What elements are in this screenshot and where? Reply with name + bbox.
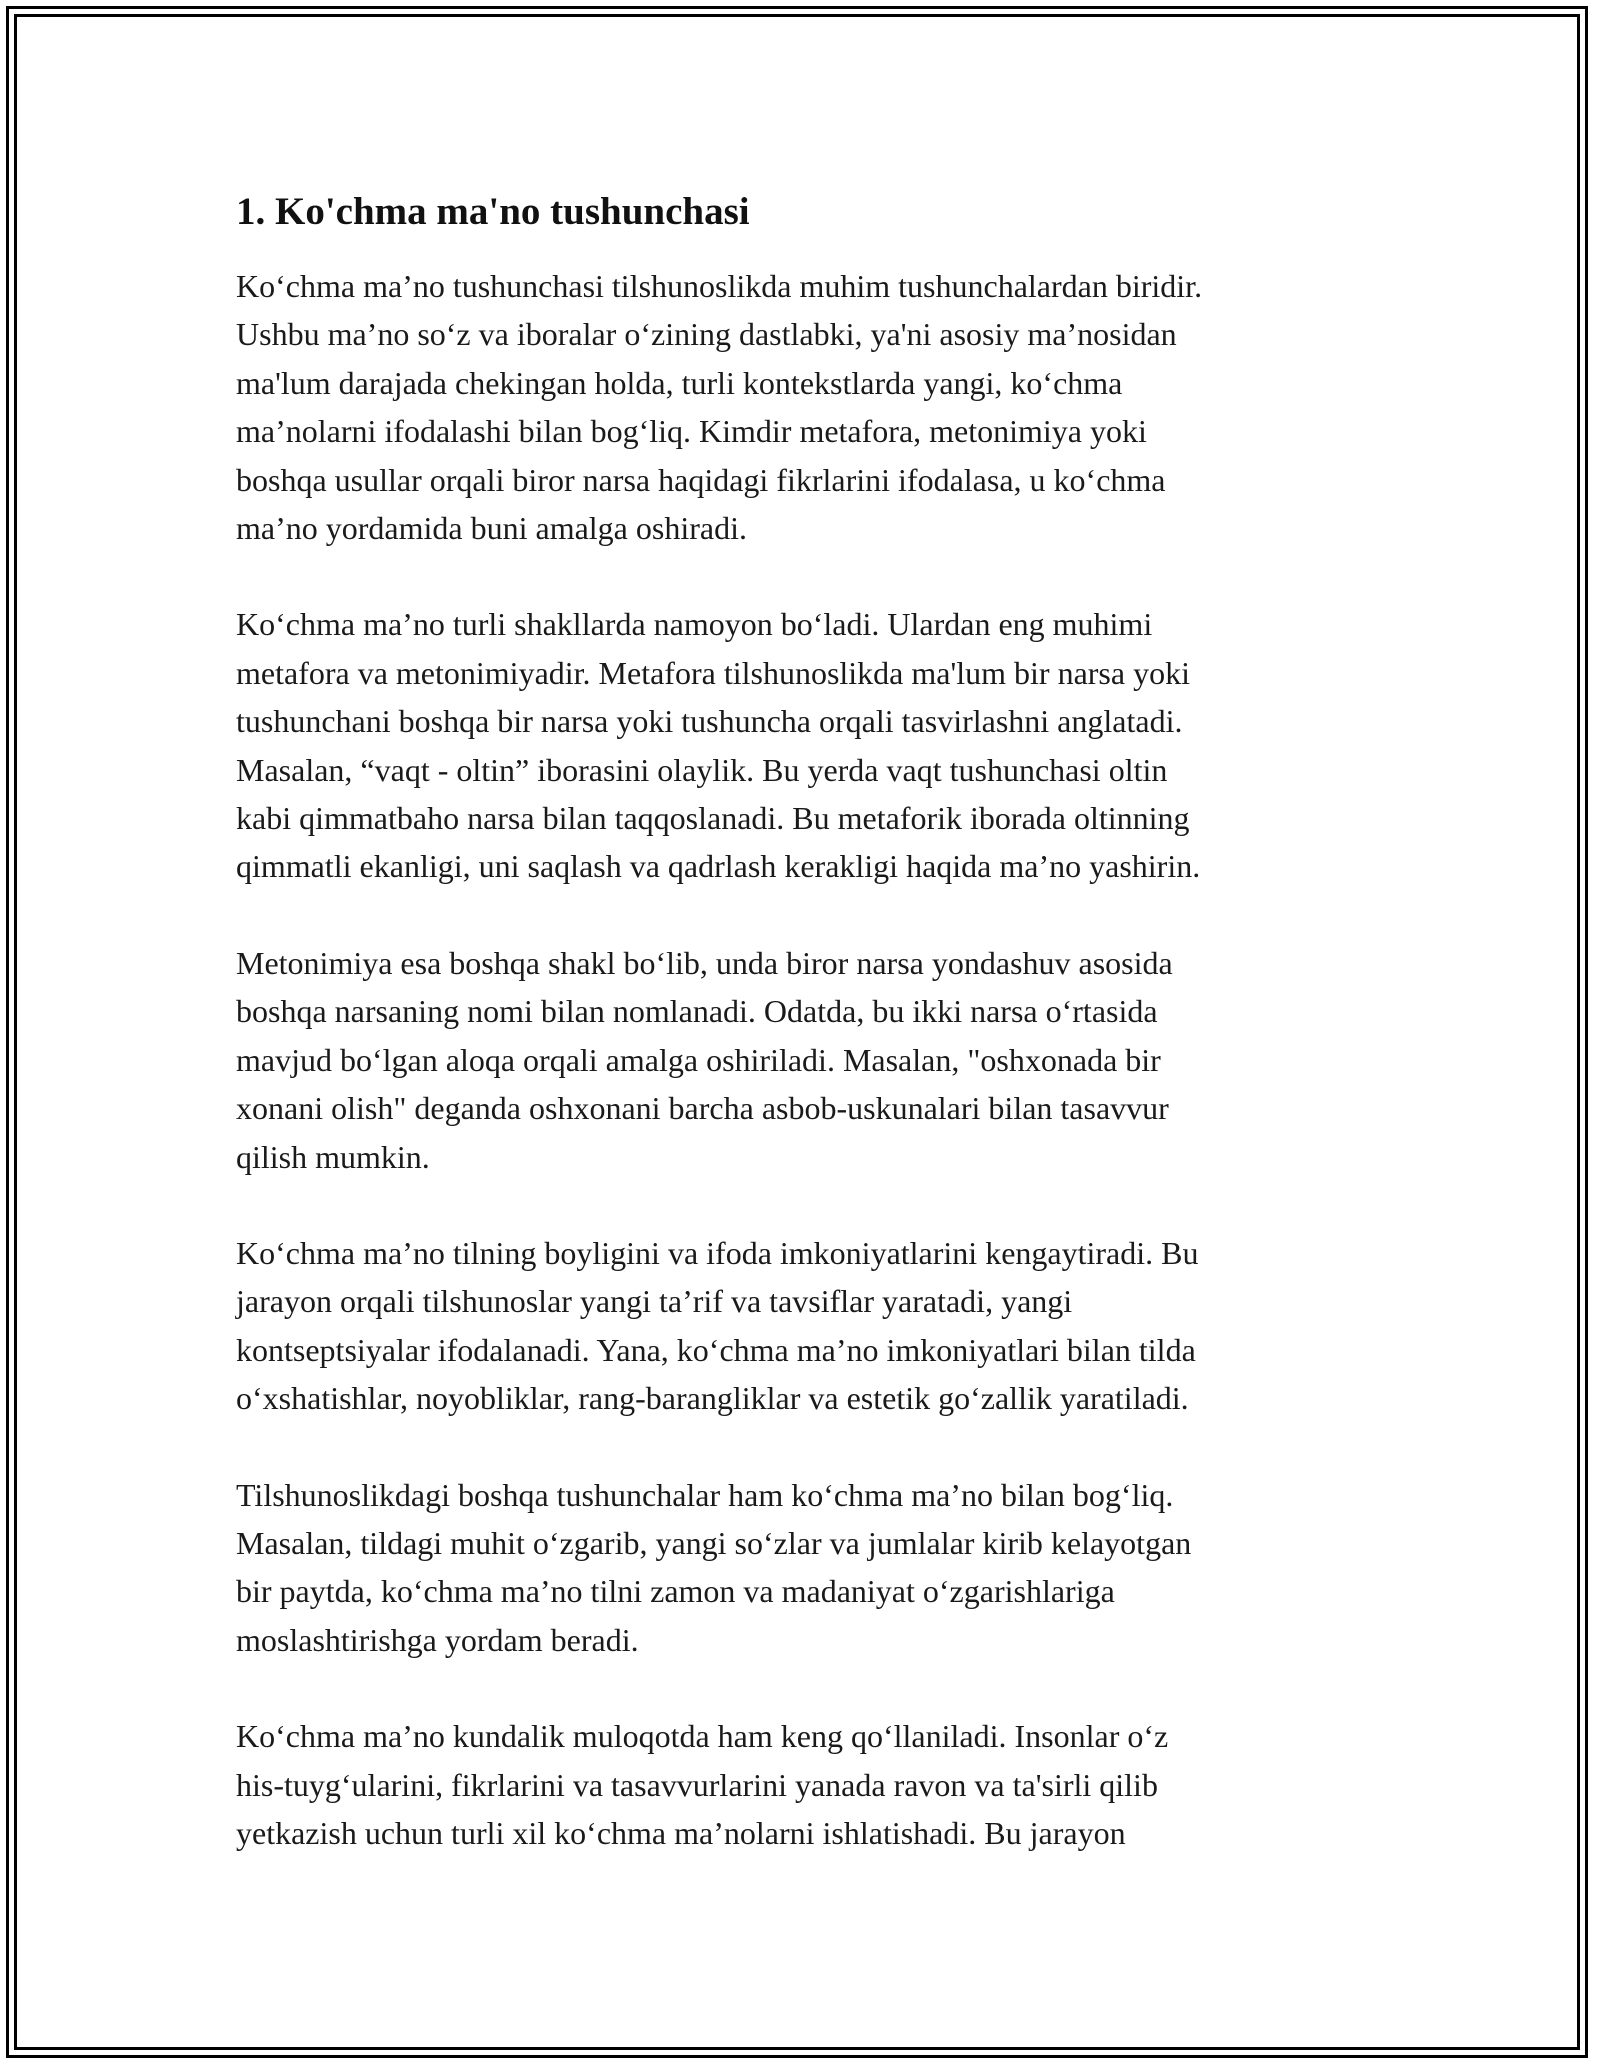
paragraph bbox=[236, 262, 1356, 552]
paragraph bbox=[236, 1229, 1356, 1423]
text-line: ma’no yordamida buni amalga oshiradi. bbox=[236, 510, 747, 547]
text-line: boshqa usullar orqali biror narsa haqidagi fikrlarini ifodalasa, u ko‘chma bbox=[236, 461, 1166, 498]
text-line: his-tuyg‘ularini, fikrlarini va tasavvurlarini yanada ravon va ta'sirli qilib bbox=[236, 1766, 1158, 1803]
text-line: tushunchani boshqa bir narsa yoki tushuncha orqali tasvirlashni anglatadi. bbox=[236, 703, 1183, 740]
text-line: bir paytda, ko‘chma ma’no tilni zamon va madaniyat o‘zgarishlariga bbox=[236, 1573, 1115, 1610]
paragraph bbox=[236, 1471, 1356, 1665]
paragraph bbox=[236, 939, 1356, 1181]
text-line: Ko‘chma ma’no tilning boyligini va ifoda imkoniyatlarini kengaytiradi. Bu bbox=[236, 1234, 1199, 1271]
paragraph-list bbox=[236, 262, 1356, 1857]
text-line: qilish mumkin. bbox=[236, 1138, 430, 1175]
paragraph bbox=[236, 600, 1356, 890]
text-line: Masalan, “vaqt - oltin” iborasini olaylik. Bu yerda vaqt tushunchasi oltin bbox=[236, 751, 1168, 788]
text-line: Ko‘chma ma’no turli shakllarda namoyon bo‘ladi. Ulardan eng muhimi bbox=[236, 606, 1153, 643]
text-line: boshqa narsaning nomi bilan nomlanadi. Odatda, bu ikki narsa o‘rtasida bbox=[236, 993, 1158, 1030]
paragraph bbox=[236, 1712, 1356, 1857]
text-line: mavjud bo‘lgan aloqa orqali amalga oshiriladi. Masalan, "oshxonada bir bbox=[236, 1041, 1161, 1078]
text-line: Tilshunoslikdagi boshqa tushunchalar ham ko‘chma ma’no bilan bog‘liq. bbox=[236, 1476, 1174, 1513]
text-line: Ko‘chma ma’no tushunchasi tilshunoslikda muhim tushunchalardan biridir. bbox=[236, 268, 1203, 304]
text-line: yetkazish uchun turli xil ko‘chma ma’nolarni ishlatishadi. Bu jarayon bbox=[236, 1814, 1126, 1851]
text-line: o‘xshatishlar, noyobliklar, rang-barangliklar va estetik go‘zallik yaratiladi. bbox=[236, 1380, 1189, 1417]
text-line: kontseptsiyalar ifodalanadi. Yana, ko‘chma ma’no imkoniyatlari bilan tilda bbox=[236, 1331, 1196, 1368]
text-line: metafora va metonimiyadir. Metafora tilshunoslikda ma'lum bir narsa yoki bbox=[236, 654, 1190, 691]
document-body bbox=[236, 186, 1356, 1905]
text-line: moslashtirishga yordam beradi. bbox=[236, 1621, 639, 1658]
text-line: Ushbu ma’no so‘z va iboralar o‘zining dastlabki, ya'ni asosiy ma’nosidan bbox=[236, 316, 1177, 353]
text-line: ma’nolarni ifodalashi bilan bog‘liq. Kimdir metafora, metonimiya yoki bbox=[236, 413, 1147, 450]
section-heading: 1. Ko'chma ma'no tushunchasi bbox=[236, 190, 750, 233]
text-line: xonani olish" deganda oshxonani barcha asbob-uskunalari bilan tasavvur bbox=[236, 1090, 1169, 1127]
text-line: ma'lum darajada chekingan holda, turli kontekstlarda yangi, ko‘chma bbox=[236, 364, 1123, 401]
text-line: Masalan, tildagi muhit o‘zgarib, yangi so‘zlar va jumlalar kirib kelayotgan bbox=[236, 1524, 1192, 1561]
text-line: Metonimiya esa boshqa shakl bo‘lib, unda biror narsa yondashuv asosida bbox=[236, 944, 1173, 981]
text-line: qimmatli ekanligi, uni saqlash va qadrlash kerakligi haqida ma’no yashirin. bbox=[236, 848, 1201, 885]
text-line: Ko‘chma ma’no kundalik muloqotda ham keng qo‘llaniladi. Insonlar o‘z bbox=[236, 1718, 1169, 1755]
text-line: jarayon orqali tilshunoslar yangi ta’rif va tavsiflar yaratadi, yangi bbox=[236, 1283, 1073, 1320]
text-line: kabi qimmatbaho narsa bilan taqqoslanadi. Bu metaforik iborada oltinning bbox=[236, 800, 1190, 837]
